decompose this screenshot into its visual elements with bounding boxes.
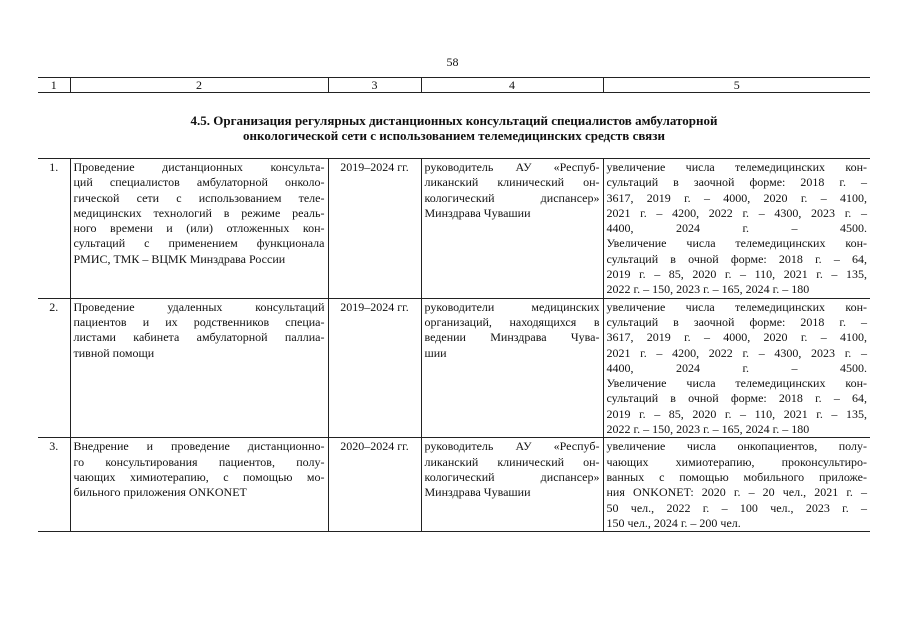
responsible-cell-line: Минздрава Чувашии (424, 205, 531, 220)
responsible-cell-line: руководители медицинских (424, 299, 600, 314)
result-cell-line: 4400, 2024 г. – 4500. (606, 360, 867, 375)
column-number-header (38, 77, 870, 93)
period-cell: 2019–2024 гг. (328, 159, 421, 299)
responsible-cell-line: ликанский клинический он- (424, 454, 600, 469)
measures-table-body (38, 159, 870, 532)
responsible-cell-line: ведении Минздрава Чува- (424, 330, 600, 345)
activity-cell-line: РМИС, ТМК – ВЦМК Минздрава России (73, 251, 286, 266)
result-cell-line: Увеличение числа телемедицинских кон- (606, 236, 867, 251)
activity-cell-line: листами кабинета амбулаторной паллиа- (73, 330, 325, 345)
activity-cell-line: бильного приложения ONKONET (73, 485, 247, 500)
activity-cell-line: тивной помощи (73, 345, 155, 360)
activity-cell-line: пациентов и их родственников специа- (73, 314, 325, 329)
row-number: 1. (38, 159, 70, 299)
responsible-cell-line: руководитель АУ «Респуб- (424, 160, 600, 174)
activity-cell-line: сультаций с применением функционала (73, 236, 325, 251)
result-cell-line: 2019 г. – 85, 2020 г. – 110, 2021 г. – 135, (606, 267, 867, 282)
activity-cell-line: ного времени и (или) отложенных кон- (73, 221, 325, 236)
activity-cell-line: медицинских технологий в режиме реаль- (73, 205, 325, 220)
column-number-cell: 3 (328, 78, 421, 93)
activity-cell (70, 298, 328, 438)
result-cell-line: 2021 г. – 4200, 2022 г. – 4300, 2023 г. – (606, 205, 867, 220)
activity-cell-line: Проведение удаленных консультаций (73, 299, 325, 314)
section-title-line: 4.5. Организация регулярных дистанционных консультаций специалистов амбулаторной (190, 113, 718, 128)
measures-table (38, 158, 870, 532)
result-cell-line: сультаций в очной форме: 2018 г. – 64, (606, 251, 867, 266)
section-title (38, 113, 870, 143)
responsible-cell-line: кологический диспансер» (424, 469, 600, 484)
result-cell-line: 3617, 2019 г. – 4000, 2020 г. – 4100, (606, 190, 867, 205)
section-title-line: онкологической сети с использованием телемедицинских средств связи (243, 128, 665, 143)
page-number: 58 (446, 55, 459, 69)
column-number-cell: 5 (603, 78, 870, 93)
table-row (38, 298, 870, 438)
result-cell-line: сультаций в заочной форме: 2018 г. – (606, 314, 867, 329)
activity-cell (70, 159, 328, 299)
result-cell-line: ния ONKONET: 2020 г. – 20 чел., 2021 г. – (606, 485, 867, 500)
result-cell-line: увеличение числа телемедицинских кон- (606, 160, 867, 174)
activity-cell-line: гической сети с использованием теле- (73, 190, 325, 205)
result-cell-line: 4400, 2024 г. – 4500. (606, 221, 867, 236)
activity-cell-line: го консультирования пациентов, полу- (73, 454, 325, 469)
result-cell-line: увеличение числа телемедицинских кон- (606, 299, 867, 314)
result-cell-line: Увеличение числа телемедицинских кон- (606, 376, 867, 391)
responsible-cell-line: Минздрава Чувашии (424, 485, 531, 500)
result-cell (603, 159, 870, 299)
result-cell-line: 50 чел., 2022 г. – 100 чел., 2023 г. – (606, 500, 867, 515)
activity-cell-line: ций специалистов амбулаторной онколо- (73, 175, 325, 190)
column-number-cell: 1 (38, 78, 70, 93)
result-cell-line: 150 чел., 2024 г. – 200 чел. (606, 515, 741, 530)
result-cell (603, 438, 870, 532)
responsible-cell (421, 438, 603, 532)
result-cell-line: чающих химиотерапию, проконсультиро- (606, 454, 867, 469)
column-number-cell: 4 (421, 78, 603, 93)
result-cell-line: 2022 г. – 150, 2023 г. – 165, 2024 г. – 180 (606, 282, 810, 297)
result-cell-line: сультаций в очной форме: 2018 г. – 64, (606, 391, 867, 406)
result-cell-line: увеличение числа онкопациентов, полу- (606, 439, 867, 454)
column-number-cell: 2 (70, 78, 328, 93)
activity-cell-line: Проведение дистанционных консульта- (73, 160, 325, 174)
result-cell-line: 3617, 2019 г. – 4000, 2020 г. – 4100, (606, 330, 867, 345)
responsible-cell (421, 298, 603, 438)
activity-cell-line: Внедрение и проведение дистанционно- (73, 439, 325, 454)
table-row (38, 438, 870, 532)
column-number-row (38, 78, 870, 93)
result-cell (603, 298, 870, 438)
table-row (38, 159, 870, 299)
activity-cell (70, 438, 328, 532)
row-number: 2. (38, 298, 70, 438)
result-cell-line: сультаций в заочной форме: 2018 г. – (606, 175, 867, 190)
responsible-cell-line: руководитель АУ «Респуб- (424, 439, 600, 454)
period-cell: 2019–2024 гг. (328, 298, 421, 438)
result-cell-line: 2021 г. – 4200, 2022 г. – 4300, 2023 г. – (606, 345, 867, 360)
responsible-cell-line: кологический диспансер» (424, 190, 600, 205)
activity-cell-line: чающих химиотерапию, с помощью мо- (73, 469, 325, 484)
result-cell-line: 2019 г. – 85, 2020 г. – 110, 2021 г. – 135, (606, 406, 867, 421)
period-cell: 2020–2024 гг. (328, 438, 421, 532)
responsible-cell-line: ликанский клинический он- (424, 175, 600, 190)
responsible-cell-line: организаций, находящихся в (424, 314, 600, 329)
responsible-cell (421, 159, 603, 299)
result-cell-line: ванных с помощью мобильного приложе- (606, 469, 867, 484)
responsible-cell-line: шии (424, 345, 447, 360)
result-cell-line: 2022 г. – 150, 2023 г. – 165, 2024 г. – 180 (606, 422, 810, 437)
row-number: 3. (38, 438, 70, 532)
